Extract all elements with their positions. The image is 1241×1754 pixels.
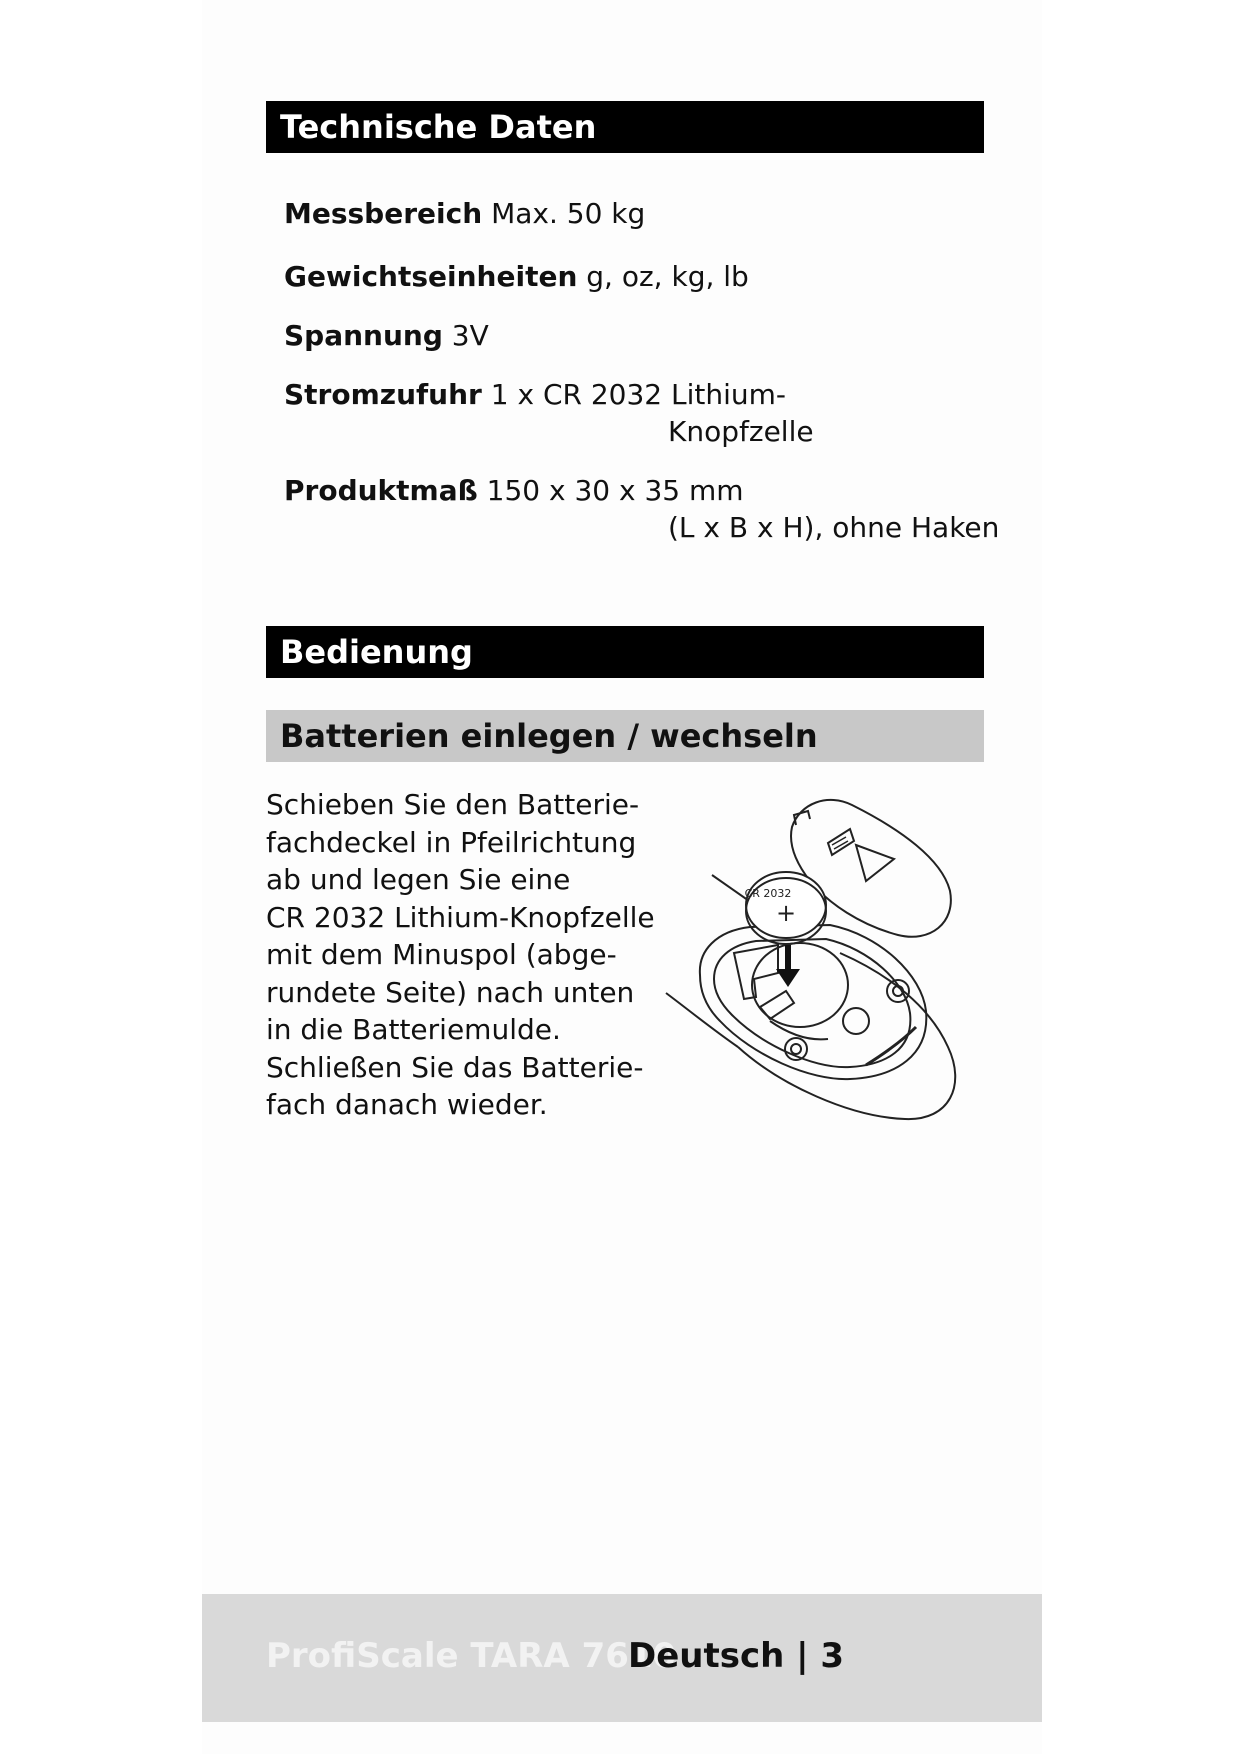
spec-label: Messbereich bbox=[284, 197, 483, 230]
spec-value: g, oz, kg, lb bbox=[586, 260, 749, 293]
footer-product-name: ProfiScale TARA 7610 bbox=[266, 1636, 677, 1676]
screw-center-icon bbox=[791, 1044, 801, 1054]
spec-measuring-range bbox=[284, 196, 645, 232]
spec-product-dimensions-continuation: (L x B x H), ohne Haken bbox=[668, 511, 1000, 544]
arrow-icon bbox=[856, 845, 894, 881]
insert-arrow-shaft bbox=[785, 945, 791, 971]
insert-arrow-icon bbox=[776, 969, 800, 987]
footer-language-page: Deutsch | 3 bbox=[628, 1636, 845, 1676]
spec-label: Spannung bbox=[284, 319, 443, 352]
battery-cavity bbox=[752, 943, 848, 1027]
footer bbox=[202, 1594, 1042, 1722]
battery-instructions bbox=[266, 786, 656, 1124]
spec-label: Gewichtseinheiten bbox=[284, 260, 578, 293]
spec-value: 150 x 30 x 35 mm bbox=[486, 474, 744, 507]
instruction-line: mit dem Minuspol (abge- bbox=[266, 938, 617, 971]
section-title-operation: Bedienung bbox=[266, 626, 984, 678]
spec-label: Stromzufuhr bbox=[284, 378, 482, 411]
spec-product-dimensions bbox=[284, 473, 744, 509]
spec-value: 1 x CR 2032 Lithium- bbox=[490, 378, 787, 411]
instruction-line: ab und legen Sie eine bbox=[266, 863, 571, 896]
spec-value: Max. 50 kg bbox=[491, 197, 646, 230]
cover-grip bbox=[828, 829, 854, 855]
instruction-line: Schließen Sie das Batterie- bbox=[266, 1050, 644, 1084]
spec-power-supply-continuation: Knopfzelle bbox=[668, 415, 814, 448]
instruction-line: rundete Seite) nach unten bbox=[266, 975, 635, 1009]
spec-label: Produktmaß bbox=[284, 474, 478, 507]
instruction-line: CR 2032 Lithium-Knopfzelle bbox=[266, 900, 655, 934]
battery-label: CR 2032 bbox=[744, 887, 792, 900]
spec-voltage bbox=[284, 318, 489, 354]
spec-power-supply bbox=[284, 377, 786, 413]
instruction-line: in die Batteriemulde. bbox=[266, 1013, 561, 1046]
section-title-technical-data: Technische Daten bbox=[266, 101, 984, 153]
screw-hole-icon bbox=[843, 1008, 869, 1034]
subsection-title-battery: Batterien einlegen / wechseln bbox=[266, 710, 984, 762]
battery-illustration bbox=[660, 785, 990, 1135]
instruction-line: fachdeckel in Pfeilrichtung bbox=[266, 825, 637, 859]
spec-weight-units bbox=[284, 259, 749, 295]
body-lower-edge bbox=[666, 993, 738, 1047]
instruction-line: fach danach wieder. bbox=[266, 1088, 548, 1121]
plus-symbol: + bbox=[775, 899, 797, 927]
compartment-inner bbox=[714, 939, 910, 1067]
battery-holder bbox=[734, 945, 778, 999]
spec-value: 3V bbox=[451, 319, 489, 352]
instruction-line: Schieben Sie den Batterie- bbox=[266, 788, 640, 821]
